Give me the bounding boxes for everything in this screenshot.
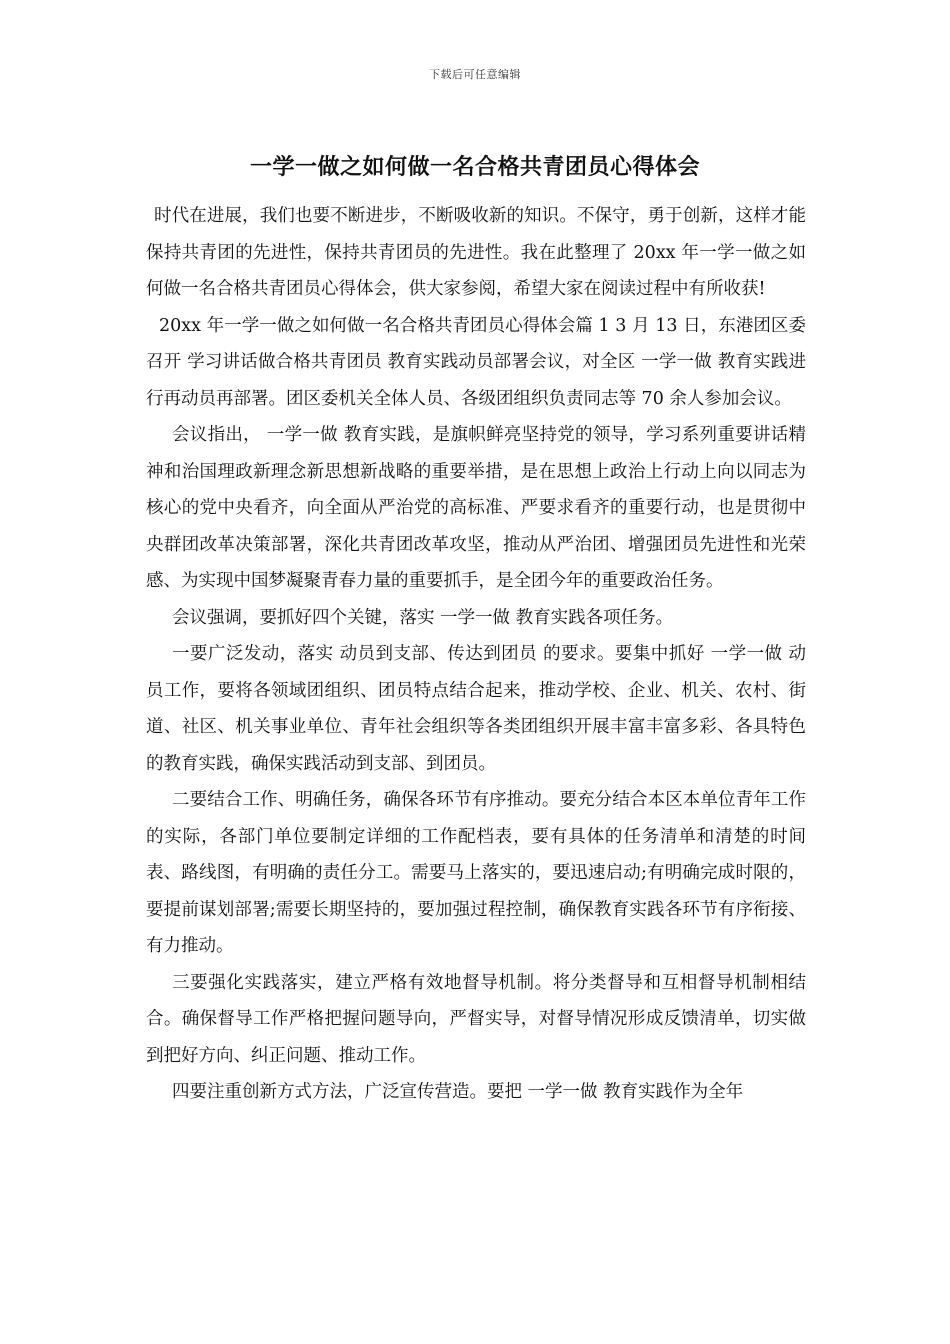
document-title: 一学一做之如何做一名合格共青团员心得体会 <box>249 154 700 180</box>
paragraph-meeting-emphasis: 会议强调，要抓好四个关键，落实 一学一做 教育实践各项任务。 <box>172 607 674 628</box>
paragraph-meeting-points: 会议指出， 一学一做 教育实践，是旗帜鲜亮坚持党的领导，学习系列重要讲话精神和治国理政新理念新思想新战略的重要举措，是在思想上政治上行动上向以同志为核心的党中央看齐，向全面从严治党的高标准、严要求看齐的重要行动，也是贯彻中央群团改革决策部署，深化共青团改革攻坚，推动从严治团、增强团员先进性和光荣感、为实现中国梦凝聚青春力量的重要抓手，是全团今年的重要政治任务。 <box>146 425 806 591</box>
document-body <box>146 198 806 1111</box>
paragraph-intro: 时代在进展，我们也要不断进步，不断吸收新的知识。不保守，勇于创新，这样才能保持共青团的先进性，保持共青团员的先进性。我在此整理了 20xx 年一学一做之如何做一名合格共青团员心得体会，供大家参阅，希望大家在阅读过程中有所收获! <box>146 206 806 299</box>
paragraph-key-4: 四要注重创新方式方法，广泛宣传营造。要把 一学一做 教育实践作为全年 <box>172 1082 744 1102</box>
paragraph-key-1: 一要广泛发动，落实 动员到支部、传达到团员 的要求。要集中抓好 一学一做 动员工作，要将各领域团组织、团员特点结合起来，推动学校、企业、机关、农村、街道、社区、机关事业单位、青年社会组织等各类团组织开展丰富丰富多彩、各具特色的教育实践，确保实践活动到支部、到团员。 <box>146 644 806 774</box>
paragraph-article-1: 20xx 年一学一做之如何做一名合格共青团员心得体会篇 1 3 月 13 日，东港团区委召开 学习讲话做合格共青团员 教育实践动员部署会议，对全区 一学一做 教育实践进行再动员再部署。团区委机关全体人员、各级团组织负责同志等 70 余人参加会议。 <box>146 315 806 409</box>
paragraph-key-3: 三要强化实践落实，建立严格有效地督导机制。将分类督导和互相督导机制相结合。确保督导工作严格把握问题导向，严督实导，对督导情况形成反馈清单，切实做到把好方向、纠正问题、推动工作。 <box>146 972 806 1066</box>
paragraph-key-2: 二要结合工作、明确任务，确保各环节有序推动。要充分结合本区本单位青年工作的实际，各部门单位要制定详细的工作配档表，要有具体的任务清单和清楚的时间表、路线图，有明确的责任分工。需要马上落实的，要迅速启动;有明确完成时限的，要提前谋划部署;需要长期坚持的，要加强过程控制，确保教育实践各环节有序衔接、有力推动。 <box>146 790 806 956</box>
header-note: 下载后可任意编辑 <box>429 68 521 81</box>
